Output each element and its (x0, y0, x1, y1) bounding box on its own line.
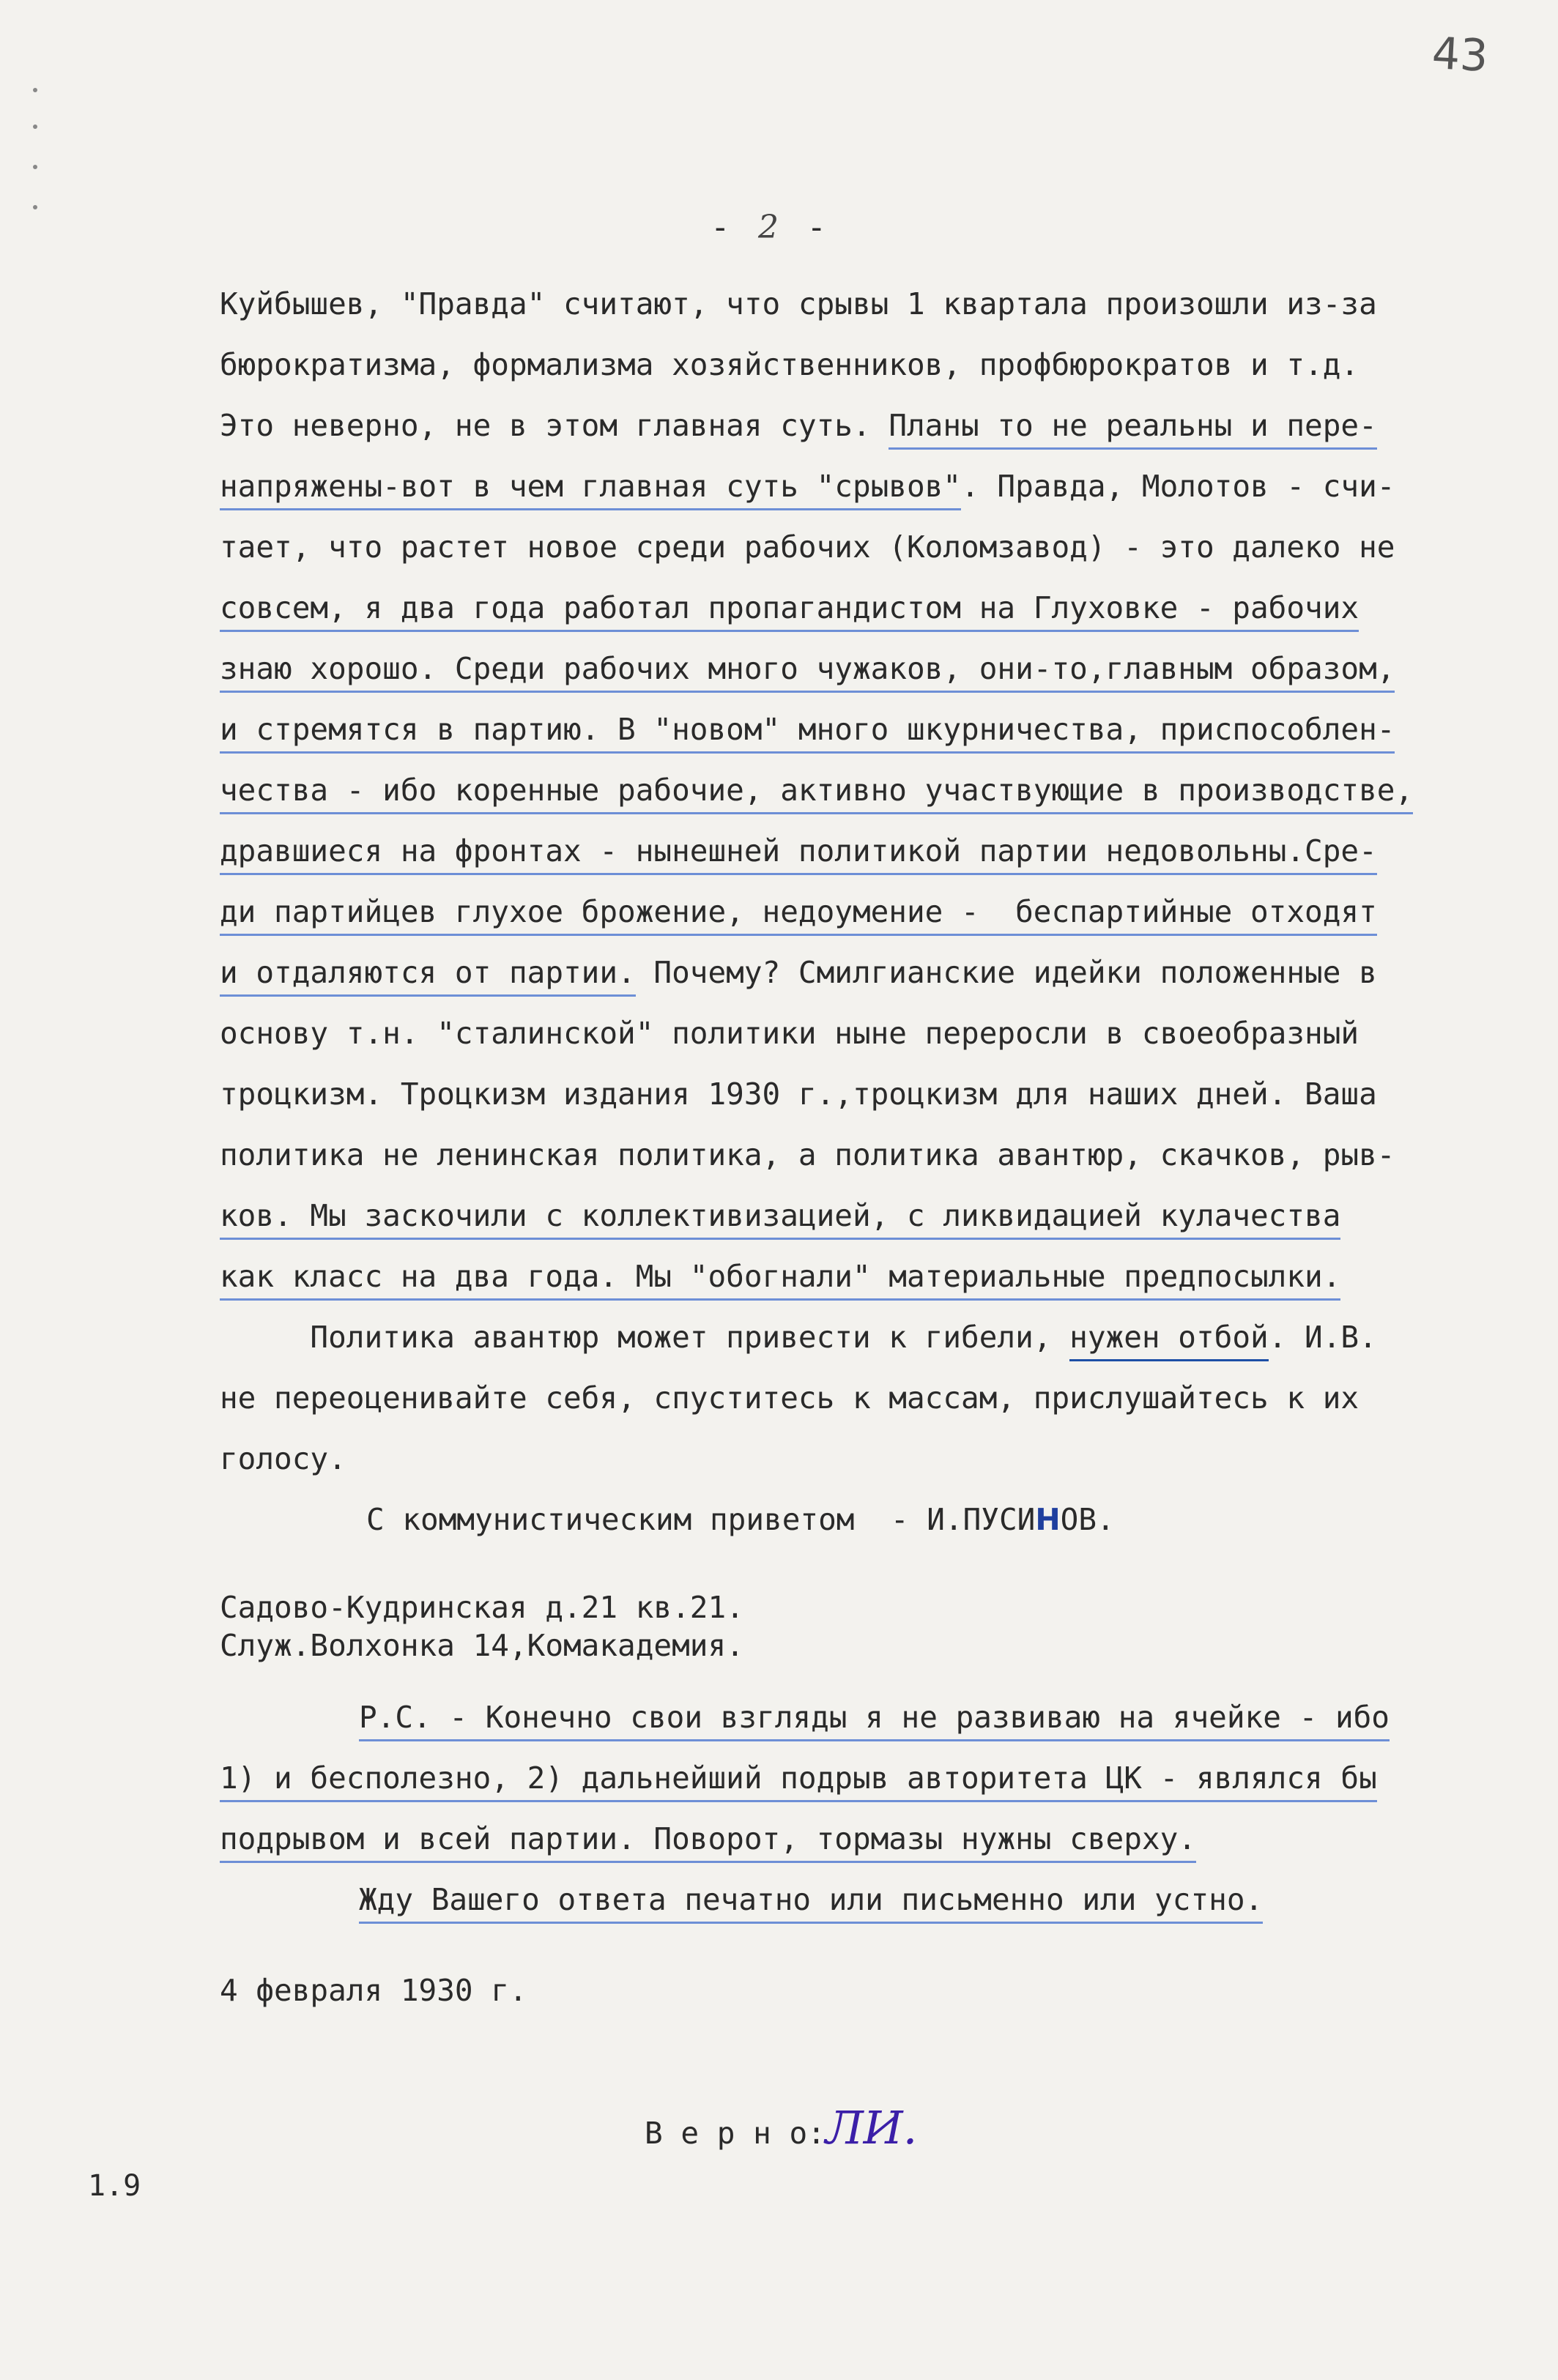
underlined-text: знаю хорошо. Среди рабочих много чужаков, они-то,главным образом, (220, 651, 1395, 693)
body-line: напряжены-вот в чем главная суть "срывов". Правда, Молотов - счи- (220, 472, 1395, 502)
letter-date: 4 февраля 1930 г. (220, 1973, 527, 2008)
ps-line: Жду Вашего ответа печатно или письменно или устно. (359, 1885, 1263, 1915)
underlined-text: дравшиеся на фронтах - нынешней политикой партии недовольны.Сре- (220, 833, 1377, 875)
margin-mark (33, 88, 37, 92)
underlined-text: и отдаляются от партии. (220, 955, 636, 997)
body-line (220, 773, 1414, 808)
body-line: тает, что растет новое среди рабочих (Коломзавод) - это далеко не (220, 529, 1395, 565)
body-line (220, 651, 1395, 686)
margin-mark (33, 165, 37, 169)
archive-page-number: 43 (1431, 28, 1490, 82)
margin-mark (33, 124, 37, 129)
underlined-text: нужен отбой (1069, 1320, 1269, 1361)
underlined-text: напряжены-вот в чем главная суть "срывов" (220, 469, 961, 510)
address-line: Садово-Кудринская д.21 кв.21. (220, 1590, 744, 1625)
footer-code: 1.9 (88, 2169, 141, 2203)
closing-greeting: С коммунистическим приветом - И.ПУСИНОВ. (366, 1502, 1115, 1537)
ps-line: 1) и бесполезно, 2) дальнейший подрыв авторитета ЦК - являлся бы (220, 1763, 1377, 1793)
underlined-text: ди партийцев глухое брожение, недоумение - беспартийные отходят (220, 894, 1377, 936)
address-line: Служ.Волхонка 14,Комакадемия. (220, 1628, 744, 1663)
certification-signature: ЛИ. (825, 2101, 918, 2154)
page-number-digit: 2 (757, 209, 783, 246)
underlined-text: как класс на два года. Мы "обогнали" материальные предпосылки. (220, 1259, 1340, 1301)
body-line: и отдаляются от партии. Почему? Смилгианские идейки положенные в (220, 958, 1377, 988)
body-line: не переоценивайте себя, спуститесь к массам, прислушайтесь к их (220, 1380, 1359, 1416)
certification (645, 2101, 918, 2154)
body-line: бюрократизма, формализма хозяйственников, профбюрократов и т.д. (220, 347, 1359, 382)
body-line (220, 590, 1359, 625)
body-line: голосу. (220, 1441, 346, 1476)
certification-label: В е р н о: (645, 2116, 826, 2151)
body-line (220, 894, 1377, 929)
page-number-left: - (711, 209, 758, 246)
underlined-text: и стремятся в партию. В "новом" много шкурничества, приспособлен- (220, 712, 1395, 754)
body-line (220, 1259, 1341, 1294)
ps-line: Р.С. - Конечно свои взгляды я не развиваю на ячейке - ибо (359, 1703, 1390, 1733)
body-line: Куйбышев, "Правда" считают, что срывы 1 квартала произошли из-за (220, 286, 1377, 321)
body-line: троцкизм. Троцкизм издания 1930 г.,троцкизм для наших дней. Ваша (220, 1076, 1377, 1112)
body-line: политика не ленинская политика, а политика авантюр, скачков, рыв- (220, 1137, 1395, 1172)
body-line (220, 833, 1377, 869)
underlined-text: чества - ибо коренные рабочие, активно участвующие в производстве, (220, 773, 1413, 814)
body-line: Это неверно, не в этом главная суть. Планы то не реальны и пере- (220, 411, 1377, 441)
body-line (220, 712, 1395, 747)
ps-line: подрывом и всей партии. Поворот, тормазы нужны сверху. (220, 1824, 1196, 1854)
page-number-right: - (782, 209, 831, 246)
underlined-text: Планы то не реальны и пере- (889, 408, 1376, 450)
body-line: основу т.н. "сталинской" политики ныне переросли в своеобразный (220, 1016, 1359, 1051)
body-line: Политика авантюр может привести к гибели, нужен отбой. И.В. (220, 1323, 1377, 1353)
body-line (220, 1198, 1341, 1233)
handwritten-correction: Н (1035, 1502, 1061, 1537)
underlined-text: совсем, я два года работал пропагандистом на Глуховке - рабочих (220, 590, 1359, 632)
page-number (711, 209, 831, 246)
underlined-text: ков. Мы заскочили с коллективизацией, с ликвидацией кулачества (220, 1198, 1340, 1240)
margin-mark (33, 205, 37, 209)
